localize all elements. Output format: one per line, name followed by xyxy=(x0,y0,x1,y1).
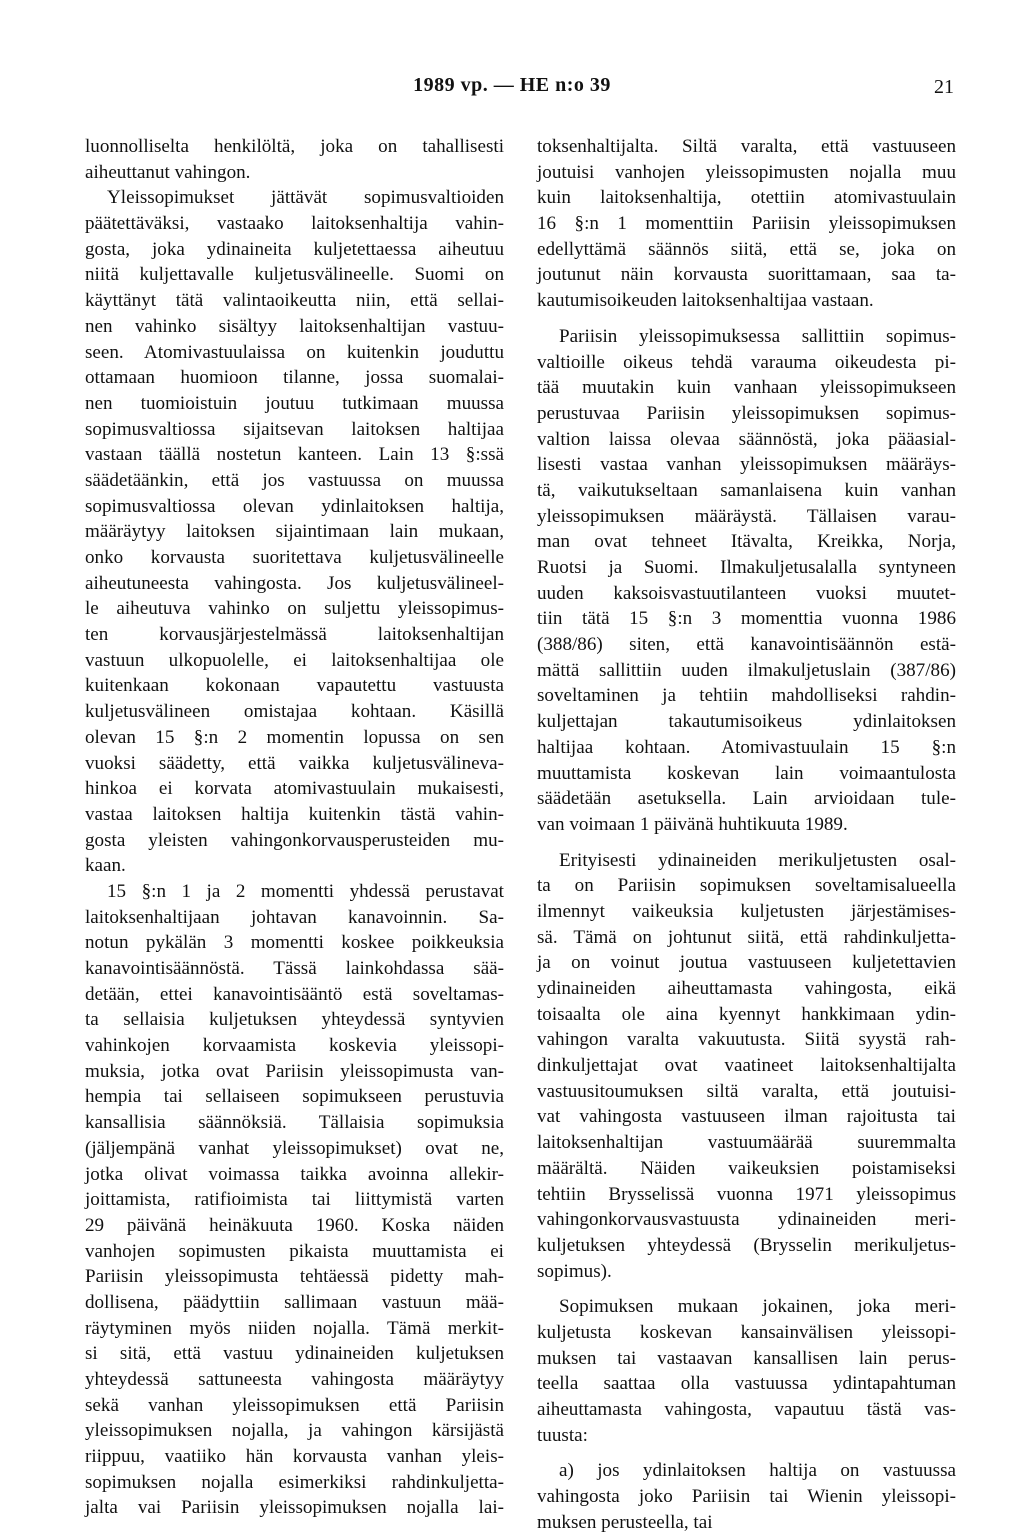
text-line: sopimuksen nojalla esimerkiksi rahdinkuljetta- xyxy=(85,1471,504,1493)
text-line: riippuu, vaatiiko hän korvausta vanhan yleis- xyxy=(85,1446,504,1468)
text-line: valtion laissa olevaa säännöstä, joka pääasial- xyxy=(537,428,956,450)
text-line: räytyminen myös niiden nojalla. Tämä merkit- xyxy=(85,1317,504,1339)
text-line: soveltaminen ja tehtiin mahdolliseksi rahdin- xyxy=(537,685,956,707)
text-line: ilmennyt vaikeuksia kuljetusten järjestämises- xyxy=(537,900,956,922)
text-line: vanhojen sopimusten pikaista muuttamista ei xyxy=(85,1240,504,1262)
text-line: detään, ettei kanavointisääntö estä soveltamas- xyxy=(85,983,504,1005)
text-line: le aiheutuva vahinko on suljettu yleissopimus- xyxy=(85,598,504,620)
text-line: sekä vanhan yleissopimuksen että Pariisin xyxy=(85,1394,504,1416)
text-line: muuttamista koskevan lain voimaantulosta xyxy=(537,762,956,784)
text-line: Sopimuksen mukaan jokainen, joka meri- xyxy=(559,1296,956,1318)
paragraph-gap xyxy=(537,1448,956,1458)
text-line: a) jos ydinlaitoksen haltija on vastuussa xyxy=(559,1460,956,1482)
text-line: vahingosta joko Pariisin tai Wienin yleissopi- xyxy=(537,1486,956,1508)
text-line: aiheutuneesta vahingosta. Jos kuljetusvälineel- xyxy=(85,572,504,594)
text-line: Erityisesti ydinaineiden merikuljetusten osal- xyxy=(559,849,956,871)
text-line: ta on Pariisin sopimuksen soveltamisalueella xyxy=(537,875,956,897)
text-line: onko korvausta suoritettava kuljetusvälineelle xyxy=(85,547,504,568)
text-line: hempia tai sellaiseen sopimukseen perustuvia xyxy=(85,1086,504,1108)
text-line: sopimusvaltiossa olevan ydinlaitoksen haltija, xyxy=(85,495,504,517)
text-line: gosta, joka ydinaineita kuljetettaessa aiheutuu xyxy=(85,238,504,260)
text-line: yhteydessä sattuneesta vahingosta määräytyy xyxy=(85,1369,504,1390)
text-line: ottamaan huomioon tilanne, jossa suomalai- xyxy=(85,367,504,389)
text-line: si sitä, että vastuu ydinaineiden kuljetuksen xyxy=(85,1343,504,1365)
text-line: valtioille oikeus tehdä varauma oikeudesta pi- xyxy=(537,351,956,373)
text-line: Yleissopimukset jättävät sopimusvaltioiden xyxy=(107,187,504,209)
text-line: muksen tai vastaavan kansallisen lain perus- xyxy=(537,1347,956,1369)
text-line: sä. Tämä on johtunut siitä, että rahdinkuljetta- xyxy=(537,926,956,948)
text-line: vahinkojen korvaamista koskevia yleissopi- xyxy=(85,1035,504,1057)
paragraph-gap xyxy=(537,838,956,848)
text-line: säädetään asetuksella. Lain arvioidaan tule- xyxy=(537,788,956,810)
text-line: (388/86) siten, että kanavointisäännön estä- xyxy=(537,634,956,656)
text-line: kuin laitoksenhaltija, otettiin atomivastuulain xyxy=(537,187,956,209)
text-line: tehtiin Brysselissä vuonna 1971 yleissopimus xyxy=(537,1183,956,1205)
text-line: van voimaan 1 päivänä huhtikuuta 1989. xyxy=(537,813,848,835)
text-line: uuden kaksoisvastuutilanteen vuoksi muutet- xyxy=(537,582,956,604)
text-line: kuitenkaan kokonaan vapautettu vastuusta xyxy=(85,675,504,697)
text-line: 29 päivänä heinäkuuta 1960. Koska näiden xyxy=(85,1214,504,1236)
text-line: joittamista, ratifioimista tai liittymistä varten xyxy=(85,1189,504,1211)
text-line: vastaa laitoksen haltija kuitenkin tästä vahin- xyxy=(85,803,504,825)
right-column xyxy=(537,134,956,1535)
text-line: muksen perusteella, tai xyxy=(537,1511,713,1533)
text-line: vastuun ulkopuolelle, ei laitoksenhaltijaa ole xyxy=(85,649,504,671)
text-line: olevan 15 §:n 2 momentin lopussa on sen xyxy=(85,726,504,748)
text-line: muksia, jotka ovat Pariisin yleissopimusta van- xyxy=(85,1060,504,1082)
left-column xyxy=(85,134,504,1521)
text-line: tää muutakin kuin vanhaan yleissopimukseen xyxy=(537,377,956,399)
text-line: edellyttämä säännös siitä, että se, joka on xyxy=(537,238,956,260)
paragraph-gap xyxy=(537,314,956,324)
header-title: 1989 vp. — HE n:o 39 xyxy=(413,74,611,96)
running-header xyxy=(0,74,1024,104)
text-line: vuoksi säädetty, että vaikka kuljetusvälineva- xyxy=(85,752,504,774)
text-line: luonnolliselta henkilöltä, joka on tahallisesti xyxy=(85,136,504,157)
text-line: toksenhaltijalta. Siltä varalta, että vastuuseen xyxy=(537,136,956,157)
text-line: perustuvaa Pariisin yleissopimuksen sopimus- xyxy=(537,402,956,424)
text-line: nen vahinko sisältyy laitoksenhaltijan vastuu- xyxy=(85,315,504,337)
text-line: kanavointisäännöstä. Tässä lainkohdassa sää- xyxy=(85,958,504,979)
text-line: laitoksenhaltijan vastuumäärää suuremmalta xyxy=(537,1132,956,1154)
text-line: kuljetusta koskevan kansainvälisen yleissopi- xyxy=(537,1321,956,1343)
text-line: niitä kuljettavalle kuljetusvälineelle. Suomi on xyxy=(85,264,504,286)
text-line: toisaalta ole aina kyennyt hankkimaan ydin- xyxy=(537,1003,956,1025)
text-line: vahingonkorvausvastuusta ydinaineiden meri- xyxy=(537,1209,956,1231)
text-line: (jäljempänä vanhat yleissopimukset) ovat ne, xyxy=(85,1137,504,1159)
text-line: hinkoa ei korvata atomivastuulain mukaisesti, xyxy=(85,778,504,800)
text-line: sopimus). xyxy=(537,1260,612,1282)
text-line: kautumisoikeuden laitoksenhaltijaa vastaan. xyxy=(537,290,874,312)
text-line: haltijaa kohtaan. Atomivastuulain 15 §:n xyxy=(537,736,956,758)
text-line: aiheuttamasta vahingosta, vapautuu tästä vas- xyxy=(537,1399,956,1420)
text-line: lisesti vastaa vanhan yleissopimuksen määräys- xyxy=(537,454,956,476)
text-line: vahingon varalta vakuutusta. Siitä syystä rah- xyxy=(537,1029,956,1051)
text-line: ydinaineiden aiheuttamasta vahingosta, eikä xyxy=(537,978,956,999)
text-line: mättä sallittiin uuden ilmakuljetuslain (387/86) xyxy=(537,659,956,681)
text-line: määrältä. Näiden vaikeuksien poistamiseksi xyxy=(537,1157,956,1179)
text-line: kansallisia säännöksiä. Tällaisia sopimuksia xyxy=(85,1112,504,1134)
text-line: Pariisin yleissopimusta tehtäessä pidetty mah- xyxy=(85,1266,504,1288)
text-line: Ruotsi ja Suomi. Ilmakuljetusalalla syntyneen xyxy=(537,557,956,578)
text-line: vastaan täällä nostetun kanteen. Lain 13 §:ssä xyxy=(85,444,504,466)
text-line: gosta yleisten vahingonkorvausperusteiden mu- xyxy=(85,829,504,851)
text-line: notun pykälän 3 momentti koskee poikkeuksia xyxy=(85,932,504,954)
text-line: joutunut näin korvausta suorittamaan, saa ta- xyxy=(537,264,956,286)
text-line: man ovat tehneet Itävalta, Kreikka, Norja, xyxy=(537,531,956,553)
text-line: päätettäväksi, vastaako laitoksenhaltija vahin- xyxy=(85,213,504,235)
text-line: määräytyy laitoksen sijaintimaan lain mukaan, xyxy=(85,521,504,543)
text-line: dinkuljettajat ovat vaatineet laitoksenhaltijalta xyxy=(537,1055,956,1077)
text-line: jalta vai Pariisin yleissopimuksen nojalla lai- xyxy=(85,1497,504,1519)
text-line: ten korvausjärjestelmässä laitoksenhaltijan xyxy=(85,624,504,646)
text-line: nen tuomioistuin joutuu tutkimaan muussa xyxy=(85,392,504,414)
text-line: kuljetusvälineen omistajaa kohtaan. Käsillä xyxy=(85,701,504,723)
text-line: Pariisin yleissopimuksessa sallittiin sopimus- xyxy=(559,325,956,347)
text-line: 15 §:n 1 ja 2 momentti yhdessä perustavat xyxy=(107,880,504,902)
text-line: kaan. xyxy=(85,855,126,877)
text-line: ja on voinut joutua vastuuseen kuljetettavien xyxy=(537,952,956,974)
page-number: 21 xyxy=(934,76,954,98)
text-line: yleissopimuksen määräystä. Tällaisen varau- xyxy=(537,505,956,527)
text-line: tiin tätä 15 §:n 3 momenttia vuonna 1986 xyxy=(537,608,956,630)
text-line: kuljettajan takautumisoikeus ydinlaitoksen xyxy=(537,711,956,733)
text-line: yleissopimuksen nojalla, ja vahingon kärsijästä xyxy=(85,1420,504,1442)
text-line: dollisena, päädyttiin sallimaan vastuun mää- xyxy=(85,1291,504,1313)
text-line: säädetäänkin, että jos vastuussa on muussa xyxy=(85,469,504,491)
text-line: ta sellaisia kuljetuksen yhteydessä syntyvien xyxy=(85,1009,504,1031)
text-line: vat vahingosta vastuuseen ilman rajoitusta tai xyxy=(537,1106,956,1128)
paragraph-gap xyxy=(537,1284,956,1294)
text-line: joutuisi vanhojen yleissopimusten nojalla muu xyxy=(537,161,956,183)
text-line: aiheuttanut vahingon. xyxy=(85,161,251,183)
text-line: 16 §:n 1 momenttiin Pariisin yleissopimuksen xyxy=(537,213,956,235)
text-line: teella saattaa olla vastuussa ydintapahtuman xyxy=(537,1373,956,1395)
text-line: kuljetuksen yhteydessä (Brysselin merikuljetus- xyxy=(537,1234,956,1256)
text-line: tä, vaikutukseltaan samanlaisena kuin vanhan xyxy=(537,479,956,501)
text-line: vastuusitoumuksen siltä varalta, että joutuisi- xyxy=(537,1080,956,1102)
text-line: laitoksenhaltijaan johtavan kanavoinnin. Sa- xyxy=(85,906,504,928)
text-line: seen. Atomivastuulaissa on kuitenkin jouduttu xyxy=(85,341,504,363)
text-line: käyttänyt tätä valintaoikeutta niin, että sellai- xyxy=(85,290,504,312)
text-line: sopimusvaltiossa sijaitsevan laitoksen haltijaa xyxy=(85,418,504,440)
text-line: tuusta: xyxy=(537,1424,588,1446)
text-line: jotka olivat voimassa taikka avoinna allekir- xyxy=(85,1163,504,1185)
